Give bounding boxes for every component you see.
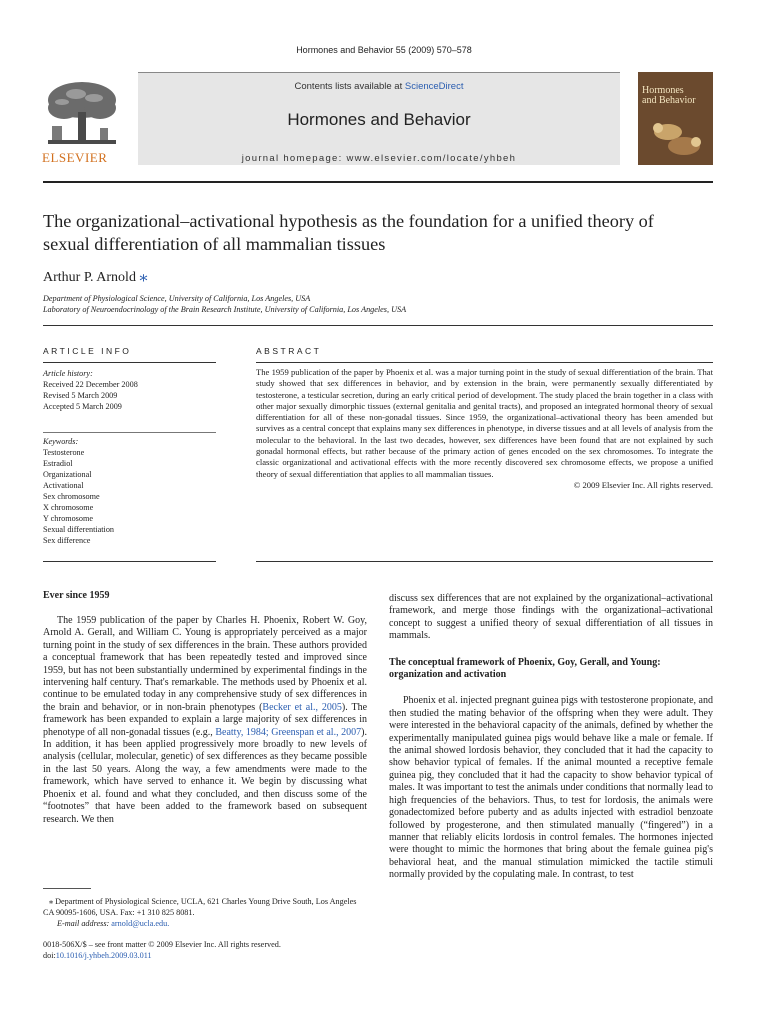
affiliations	[43, 293, 723, 315]
issn-line: 0018-506X/$ – see front matter © 2009 Elsevier Inc. All rights reserved.	[43, 940, 281, 949]
cover-title-line2: and Behavior	[642, 95, 696, 106]
right-continuation: discuss sex differences that are not explained by the organizational–activational framework, and merge those findings with the organizational–activational concept to suggest a unified theory of sexual differentiation of all tissues in mammals.	[389, 593, 713, 642]
keywords-label: Keywords:	[43, 437, 79, 446]
ref-beatty-greenspan[interactable]: Beatty, 1984; Greenspan et al., 2007	[215, 726, 362, 738]
article-title	[43, 210, 733, 256]
abstract-bottom-rule	[256, 561, 713, 562]
left-column-body	[43, 615, 367, 826]
ref-becker-2005[interactable]: Becker et al., 2005	[262, 701, 342, 713]
article-history	[43, 368, 138, 412]
email-link[interactable]: arnold@ucla.edu.	[111, 919, 170, 928]
abstract-copyright: © 2009 Elsevier Inc. All rights reserved.	[573, 479, 713, 490]
left-text-b: ). The framework has been expanded to explain a large majority of sex differences in phenotype of all non-gonadal tissues (e.g.,	[43, 701, 368, 738]
journal-citation: Hormones and Behavior 55 (2009) 570–578	[296, 45, 472, 55]
keyword-item: Estradiol	[43, 459, 73, 468]
keyword-item: Sexual differentiation	[43, 525, 115, 534]
journal-homepage[interactable]: journal homepage: www.elsevier.com/locate/yhbeh	[241, 153, 517, 164]
title-line-2: sexual differentiation of all mammalian tissues	[43, 234, 386, 254]
article-info-rule	[43, 362, 216, 363]
keyword-item: Testosterone	[43, 448, 85, 457]
abstract-text	[256, 367, 713, 491]
corresponding-author-mark[interactable]: ⁎	[139, 268, 148, 285]
right-column-body	[389, 593, 713, 882]
title-line-1: The organizational–activational hypothesis as the foundation for a unified theory of	[43, 211, 654, 231]
keyword-item: Y chromosome	[43, 514, 93, 523]
left-paragraph	[43, 615, 367, 826]
section-heading-conceptual-framework: The conceptual framework of Phoenix, Goy, Gerall, and Young: organization and activation	[389, 656, 661, 681]
journal-name: Hormones and Behavior	[287, 110, 471, 129]
article-info-bottom-rule	[43, 561, 216, 562]
abstract-body: The 1959 publication of the paper by Phoenix et al. was a major turning point in the study of sexual differentiation of the brain. That study showed that sex differences in behavior, and by extension in the brain, were permanently sexually differentiated by testosterone, a testicular secretion, during an early critical period of development. The study placed the brain together in a class with other major sexually dimorphic tissues (external genitalia and genital tracts), and proposed an integrated hormonal theory of sexual differentiation for all of these non-gonadal tissues. Since 1959, the organizational–activational theory has been amended but survives as a central concept that explains many sex differences in phenotype, in diverse tissues and at all levels of analysis from the molecular to the behavioral. In the last two decades, however, sex differences have been found that are not explained by such gonadal hormonal effects, but rather because of the primary action of genes encoded on the sex chromosomes. To integrate the classic organizational and activational effects with the more recently discovered sex chromosome effects, we propose a unified theory of sexual differentiation that applies to all mammalian tissues.	[256, 367, 713, 479]
contents-available-line	[138, 81, 620, 92]
footnote-text	[43, 896, 367, 918]
footnote	[43, 896, 367, 929]
journal-cover-image	[638, 72, 713, 165]
article-info-heading: ARTICLE INFO	[43, 346, 132, 356]
front-matter	[43, 939, 383, 961]
affiliation-2: Laboratory of Neuroendocrinology of the Brain Research Institute, University of California, Los Angeles, USA	[43, 305, 407, 314]
doi-line	[43, 950, 383, 961]
keywords-rule	[43, 432, 216, 433]
keywords-block	[43, 436, 114, 546]
author-name	[43, 266, 147, 286]
header-bottom-rule	[43, 181, 713, 183]
author-text: Arthur P. Arnold	[43, 270, 136, 285]
left-text-a: The 1959 publication of the paper by Charles H. Phoenix, Robert W. Goy, Arnold A. Gerall, and William C. Young is appropriately perceived as a major turning point in the study of sex differences in the brain. These authors provided a conceptual framework that has been repeatedly tested and improved since 1959, but has not been substantially undermined by experimental findings in the intervening half century. That's remarkable. The methods used by Phoenix et al. continue to be emulated today in any comprehensive study of sex differences in the brain and behavior, or in non-brain phenotypes (	[43, 615, 367, 713]
abstract-heading: ABSTRACT	[256, 346, 322, 356]
elsevier-tree-icon	[42, 78, 122, 148]
keyword-item: Activational	[43, 481, 84, 490]
section-heading-ever-since: Ever since 1959	[43, 590, 110, 601]
footnote-rule	[43, 888, 91, 889]
affiliation-1: Department of Physiological Science, University of California, Los Angeles, USA	[43, 294, 311, 303]
keyword-item: Sex chromosome	[43, 492, 100, 501]
history-revised: Revised 5 March 2009	[43, 391, 118, 400]
left-text-c: ). In addition, it has been applied progressively more broadly to new levels of analysis (cellular, molecular, genetic) of sex differences as they became possible in the last 50 years. Along the way, a few amendments were made to the framework, which have served to enhance it. We begin by discussing what Phoenix et al. found and what they concluded, and then discuss some of the “footnotes” that have been added to the framework based on subsequent research. We then	[43, 726, 367, 825]
doi-label: doi:	[43, 951, 56, 960]
doi-link[interactable]: 10.1016/j.yhbeh.2009.03.011	[55, 951, 152, 960]
cover-title	[642, 86, 696, 106]
elsevier-logo	[42, 78, 122, 148]
keyword-item: Sex difference	[43, 536, 91, 545]
email-label: E-mail address:	[57, 919, 110, 928]
elsevier-wordmark: ELSEVIER	[42, 150, 108, 165]
history-label: Article history:	[43, 369, 93, 378]
sciencedirect-link[interactable]: ScienceDirect	[404, 81, 464, 92]
footnote-email	[43, 918, 367, 929]
footnote-mark: ⁎	[49, 897, 54, 906]
footnote-body: Department of Physiological Science, UCLA, 621 Charles Young Drive South, Los Angeles CA 90095-1606, USA. Fax: +1 310 825 8081.	[43, 897, 357, 917]
keyword-item: X chromosome	[43, 503, 94, 512]
history-accepted: Accepted 5 March 2009	[43, 402, 122, 411]
right-paragraph: Phoenix et al. injected pregnant guinea pigs with testosterone propionate, and then studied the mating behavior of the offspring when they were adult. They were interested in the behavioral capacity of the animals, defined by whether the experimentally manipulated guinea pigs would behave like a male or female. If the animal showed lordosis behavior, they concluded that it had the capacity to show behavior typical of females. If the animal mounted a receptive female guinea pig, they concluded that it had the capacity to show behavior typical of males. It was important to test the animals under conditions that normally lead to high frequencies of the behaviors. Thus, to test for lordosis, the animals were gonadectomized before puberty and as adults injected with estradiol benzoate followed by progesterone, and then stimulated manually (“fingered”) in a manner that reliably elicits lordosis in control females. The hormones injected were thought to mimic the hormones that bring about the female guinea pig's behavioral heat, and the manual stimulation mimicked the tactile stimuli normally provided by the copulating male. In contrast, to test	[389, 695, 713, 881]
keyword-item: Organizational	[43, 470, 92, 479]
cover-animals-icon	[646, 116, 706, 160]
contents-prefix: Contents lists available at	[294, 81, 405, 92]
title-block-rule	[43, 325, 713, 326]
abstract-rule	[256, 362, 713, 363]
cover-title-line1: Hormones	[642, 85, 684, 96]
history-received: Received 22 December 2008	[43, 380, 138, 389]
